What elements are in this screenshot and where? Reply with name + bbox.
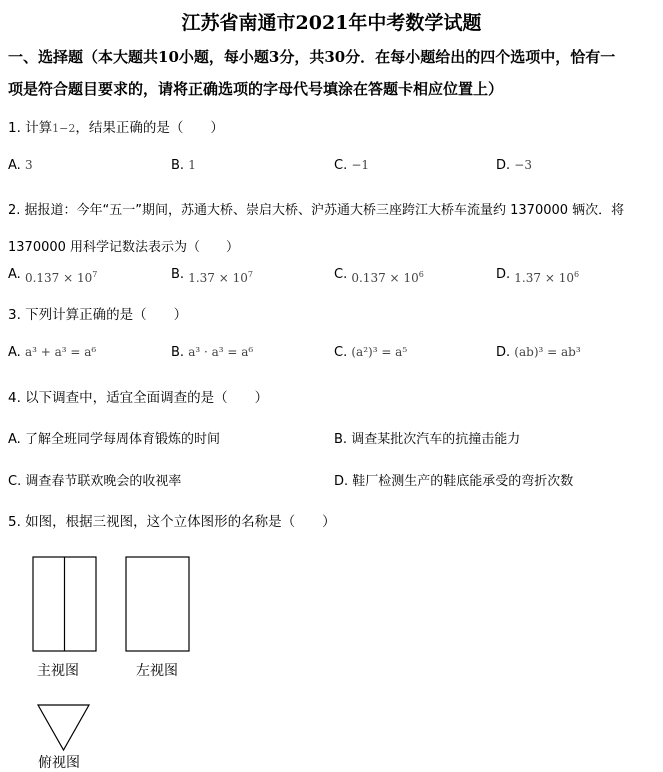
option-letter: B. [334, 432, 348, 447]
mantissa: 0.137 [351, 271, 386, 285]
times-sign: × [544, 271, 555, 285]
question-1-prefix: 1. 计算 [8, 120, 53, 136]
mantissa: 1.37 [514, 271, 542, 285]
option-letter: A. [8, 432, 21, 447]
base: 10 [558, 271, 575, 285]
question-4: 4. 以下调查中，适宜全面调查的是（ ） [8, 390, 269, 406]
option-expression: (ab)³ = ab³ [514, 345, 581, 359]
section-instructions-line1: 一、选择题（本大题共10小题，每小题3分，共30分．在每小题给出的四个选项中，恰有一 [8, 48, 616, 66]
question-5: 5. 如图，根据三视图，这个立体图形的名称是（ ） [8, 514, 336, 530]
option-letter: B. [171, 345, 185, 360]
option-letter: A. [8, 345, 21, 360]
option-expression: a³ + a³ = a⁶ [24, 345, 97, 359]
page-title: 江苏省南通市2021年中考数学试题 [181, 12, 482, 34]
exponent: 6 [574, 270, 580, 279]
front-view-label: 主视图 [37, 663, 79, 679]
option-letter: B. [171, 158, 185, 173]
top-view-label: 俯视图 [38, 755, 80, 771]
option-value: −1 [351, 158, 370, 172]
option-letter: A. [8, 158, 21, 173]
option-text: 鞋厂检测生产的鞋底能承受的弯折次数 [352, 474, 574, 489]
base: 10 [232, 271, 248, 285]
exponent: 7 [247, 270, 254, 279]
times-sign: × [389, 271, 400, 285]
option-letter: A. [8, 267, 21, 282]
option-letter: B. [171, 267, 185, 282]
option-expression: (a²)³ = a⁵ [351, 345, 408, 359]
option-expression: a³ · a³ = a⁶ [188, 345, 254, 359]
option-text: 了解全班同学每周体育锻炼的时间 [24, 432, 220, 447]
option-value: 3 [24, 158, 33, 172]
option-value: −3 [514, 158, 532, 172]
option-letter: D. [496, 158, 511, 173]
question-3: 3. 下列计算正确的是（ ） [8, 307, 188, 323]
question-2-line1: 2. 据报道：今年“五一”期间，苏通大桥、崇启大桥、沪苏通大桥三座跨江大桥车流量约 1370000 辆次．将 [8, 203, 625, 218]
front-view-shape [33, 557, 96, 651]
section-instructions-line2: 项是符合题目要求的，请将正确选项的字母代号填涂在答题卡相应位置上） [8, 80, 504, 98]
option-text: 调查春节联欢晚会的收视率 [25, 474, 182, 489]
option-letter: C. [334, 345, 348, 360]
option-letter: C. [8, 474, 22, 489]
option-letter: C. [334, 158, 348, 173]
side-view-label: 左视图 [136, 663, 178, 679]
times-sign: × [63, 271, 74, 285]
mantissa: 1.37 [188, 271, 215, 285]
option-letter: D. [496, 345, 511, 360]
top-view-shape [38, 705, 89, 750]
mantissa: 0.137 [24, 271, 60, 285]
base: 10 [403, 271, 419, 285]
option-letter: C. [334, 267, 348, 282]
question-1-expression: 1−2 [52, 122, 76, 135]
base: 10 [77, 271, 93, 285]
option-text: 调查某批次汽车的抗撞击能力 [351, 432, 521, 447]
option-letter: D. [496, 267, 511, 282]
question-2-line2: 1370000 用科学记数法表示为（ ） [8, 240, 240, 255]
exponent: 6 [418, 270, 424, 279]
question-1-suffix: ，结果正确的是（ ） [75, 120, 224, 136]
side-view-shape [126, 557, 189, 651]
option-value: 1 [188, 158, 196, 172]
option-letter: D. [334, 474, 349, 489]
times-sign: × [218, 271, 229, 285]
exponent: 7 [92, 270, 98, 279]
